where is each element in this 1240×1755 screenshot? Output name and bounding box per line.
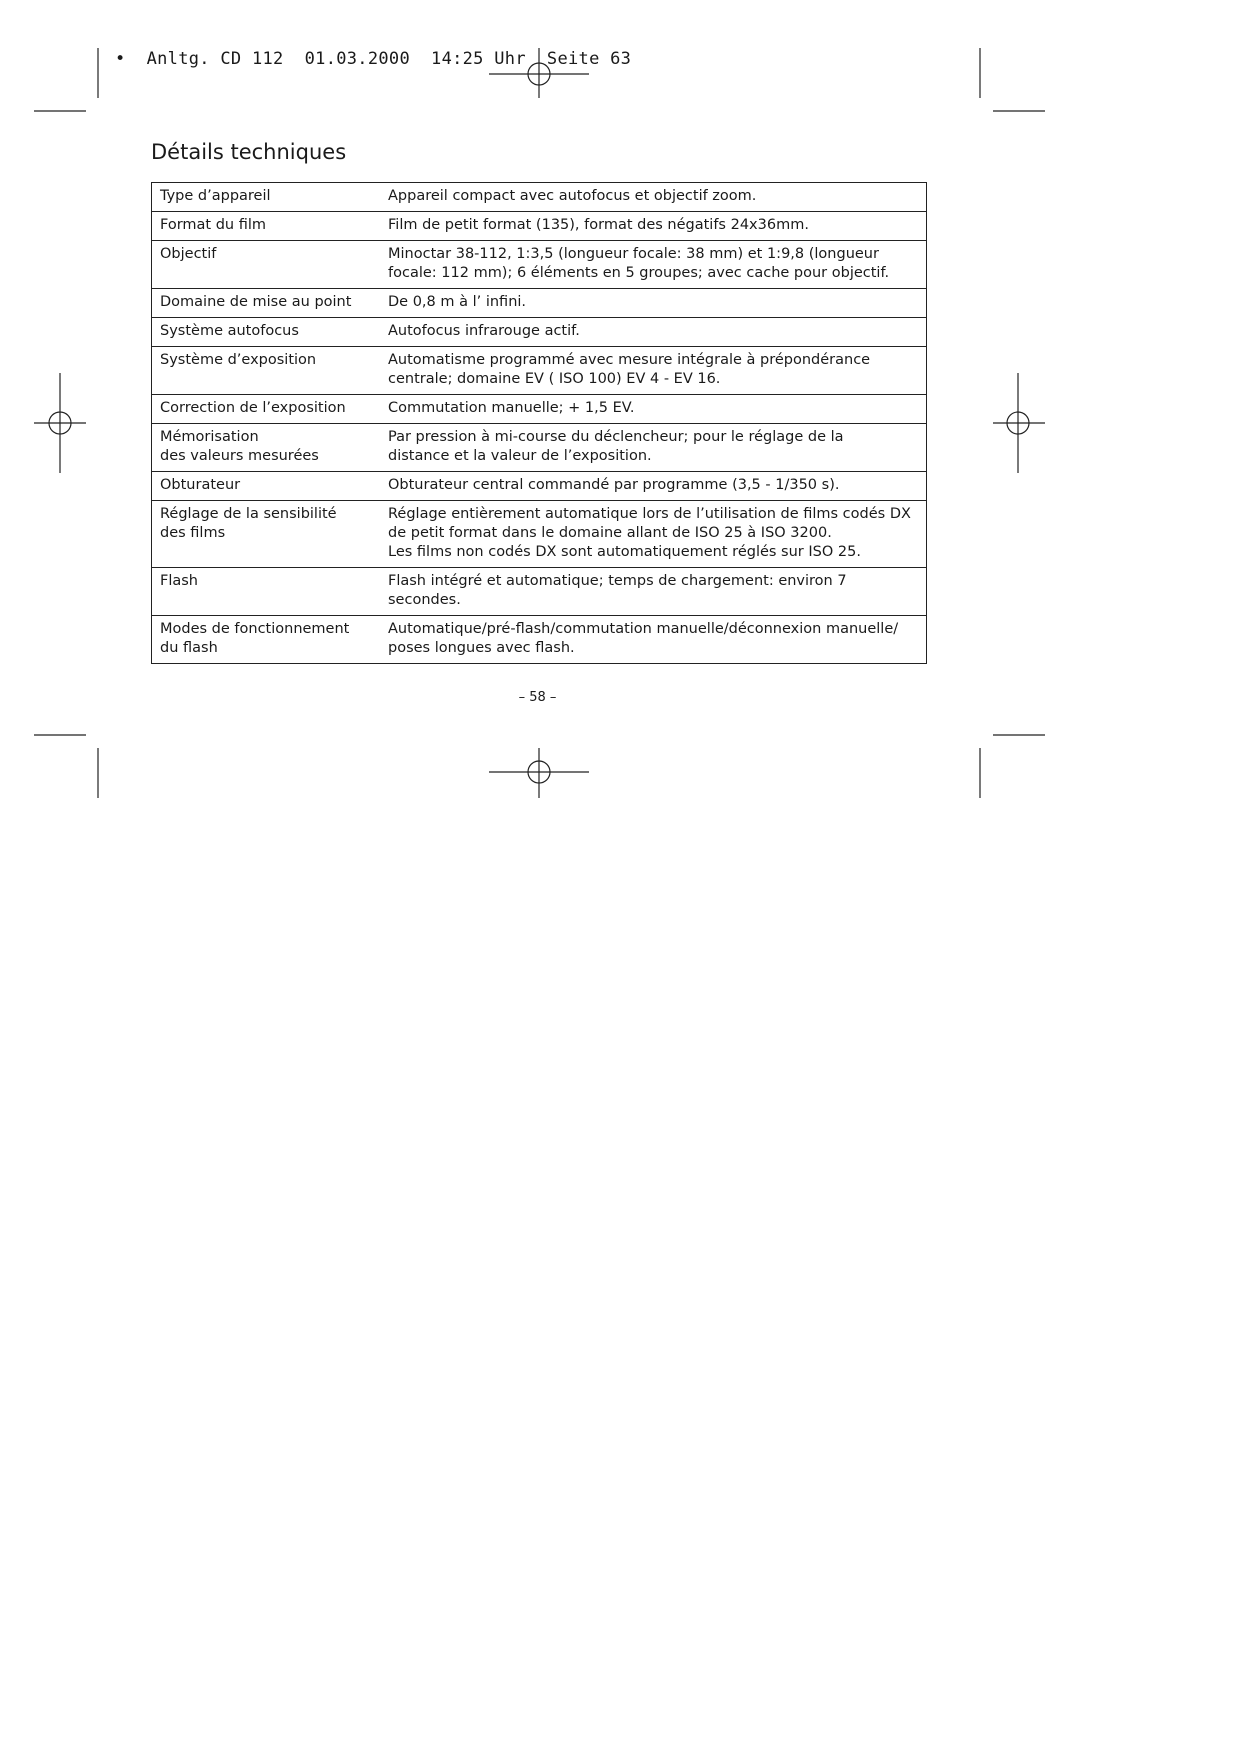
spec-value: Automatique/pré-flash/commutation manuelle/déconnexion manuelle/ poses longues avec flash. bbox=[380, 616, 927, 664]
spec-value: Minoctar 38-112, 1:3,5 (longueur focale: 38 mm) et 1:9,8 (longueur focale: 112 mm); 6 éléments en 5 groupes; avec cache pour objectif. bbox=[380, 241, 927, 289]
spec-label: Système d’exposition bbox=[152, 347, 381, 395]
page-title: Détails techniques bbox=[151, 140, 347, 164]
spec-row bbox=[152, 212, 927, 241]
spec-value: Réglage entièrement automatique lors de l’utilisation de films codés DX de petit format dans le domaine allant de ISO 25 à ISO 3200. Les films non codés DX sont automatiquement réglés sur ISO 25. bbox=[380, 501, 927, 568]
spec-value: Commutation manuelle; + 1,5 EV. bbox=[380, 395, 927, 424]
spec-row bbox=[152, 395, 927, 424]
spec-label: Flash bbox=[152, 568, 381, 616]
spec-label: Type d’appareil bbox=[152, 183, 381, 212]
spec-value: Flash intégré et automatique; temps de chargement: environ 7 secondes. bbox=[380, 568, 927, 616]
spec-value: Automatisme programmé avec mesure intégrale à prépondérance centrale; domaine EV ( ISO 100) EV 4 - EV 16. bbox=[380, 347, 927, 395]
spec-row bbox=[152, 241, 927, 289]
print-slug-header: • Anltg. CD 112 01.03.2000 14:25 Uhr Seite 63 bbox=[115, 49, 632, 69]
spec-row bbox=[152, 289, 927, 318]
spec-label: Obturateur bbox=[152, 472, 381, 501]
spec-row bbox=[152, 424, 927, 472]
spec-row bbox=[152, 472, 927, 501]
specifications-table bbox=[151, 182, 927, 664]
spec-row bbox=[152, 183, 927, 212]
page-number: – 58 – bbox=[518, 690, 557, 705]
spec-row bbox=[152, 501, 927, 568]
spec-value: Appareil compact avec autofocus et objectif zoom. bbox=[380, 183, 927, 212]
spec-row bbox=[152, 568, 927, 616]
spec-value: Film de petit format (135), format des négatifs 24x36mm. bbox=[380, 212, 927, 241]
spec-label: Domaine de mise au point bbox=[152, 289, 381, 318]
spec-label: Modes de fonctionnement du flash bbox=[152, 616, 381, 664]
spec-label: Objectif bbox=[152, 241, 381, 289]
spec-row bbox=[152, 347, 927, 395]
spec-row bbox=[152, 318, 927, 347]
spec-row bbox=[152, 616, 927, 664]
spec-label: Format du film bbox=[152, 212, 381, 241]
spec-value: Autofocus infrarouge actif. bbox=[380, 318, 927, 347]
spec-label: Réglage de la sensibilité des films bbox=[152, 501, 381, 568]
spec-label: Système autofocus bbox=[152, 318, 381, 347]
spec-value: Obturateur central commandé par programme (3,5 - 1/350 s). bbox=[380, 472, 927, 501]
spec-label: Mémorisation des valeurs mesurées bbox=[152, 424, 381, 472]
spec-label: Correction de l’exposition bbox=[152, 395, 381, 424]
spec-value: De 0,8 m à l’ infini. bbox=[380, 289, 927, 318]
spec-value: Par pression à mi-course du déclencheur; pour le réglage de la distance et la valeur de l’exposition. bbox=[380, 424, 927, 472]
